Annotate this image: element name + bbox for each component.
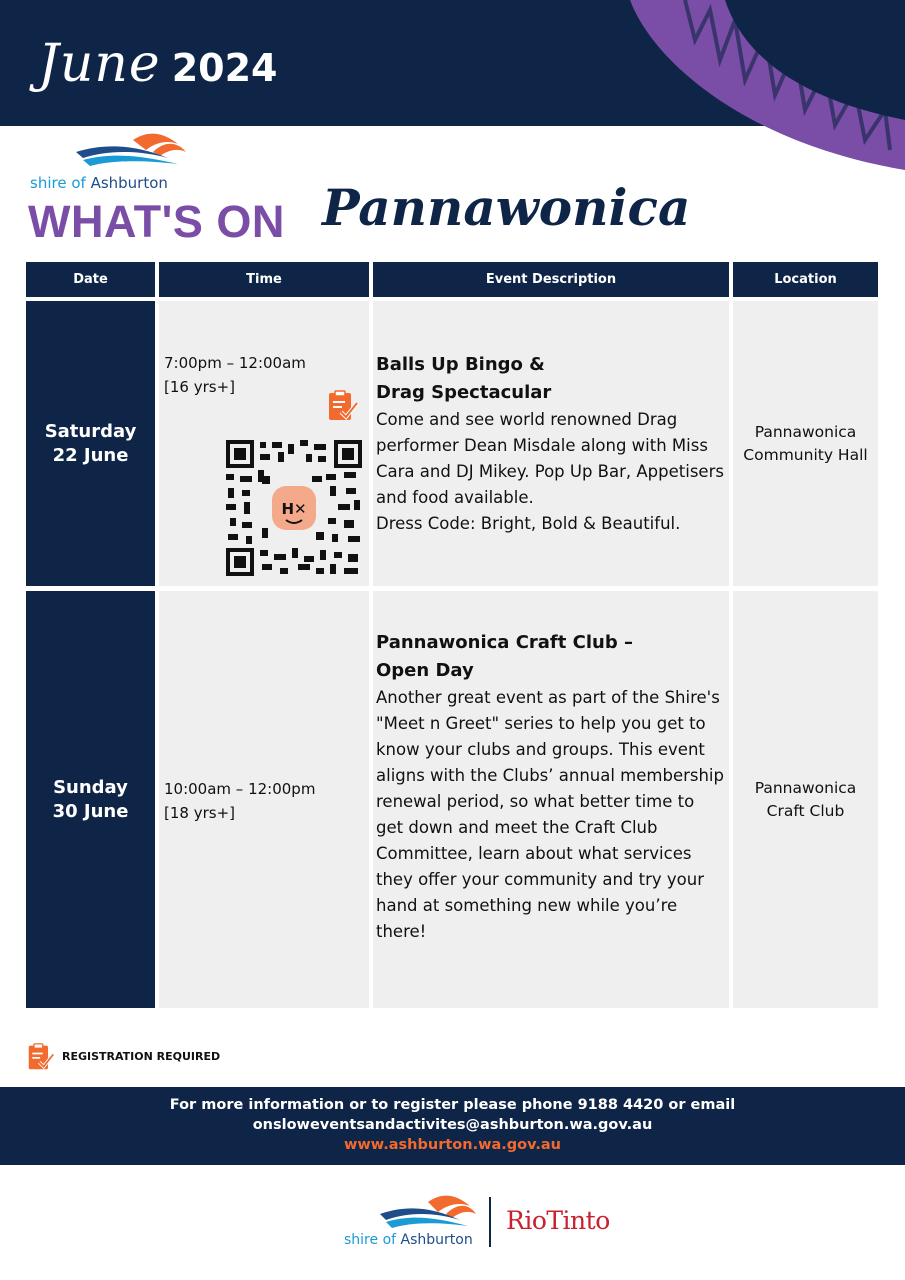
clipboard-check-icon [27, 1043, 55, 1071]
row-2-day: Sunday [53, 776, 128, 798]
row-2-time-cell [159, 591, 369, 1008]
shire-logo-text: shire of Ashburton [30, 174, 168, 192]
year-label: 2024 [171, 46, 278, 90]
header-time: Time [159, 262, 369, 297]
row-1-date-label: 22 June [52, 444, 129, 466]
row-1-event-title-1: Balls Up Bingo & [376, 354, 545, 375]
footer-email-link[interactable]: onsloweventsandactivites@ashburton.wa.gov.au [252, 1117, 653, 1133]
month-label: June [38, 34, 161, 94]
registration-required-icon [327, 390, 359, 422]
row-1-location: Pannawonica Community Hall [733, 301, 878, 586]
bottom-shire-logo-mark [340, 1192, 500, 1232]
rio-tinto-logo: RioTinto [506, 1206, 610, 1235]
row-2-time: 10:00am – 12:00pm [18 yrs+] [164, 780, 316, 822]
row-2-event-description: Another great event as part of the Shire's "Meet n Greet" series to help you get to know your clubs and groups. This event aligns with the Clubs’ annual membership renewal period, so what better time to get down and meet the Craft Club Committee, learn about what services they offer your community and try your hand at something new while you’re there! [376, 688, 724, 941]
row-1-date [26, 301, 155, 586]
row-1-event-title-2: Drag Spectacular [376, 382, 552, 403]
row-1-day: Saturday [44, 420, 137, 442]
row-1-time: 7:00pm – 12:00am [16 yrs+] [164, 354, 306, 396]
bottom-shire-logo [340, 1192, 500, 1252]
row-2-location: Pannawonica Craft Club [733, 591, 878, 1008]
logo-divider [489, 1197, 491, 1247]
footer-band [0, 1087, 905, 1165]
row-1-event-description: Come and see world renowned Drag performer Dean Misdale along with Miss Cara and DJ Mikey. Pop Up Bar, Appetisers and food available. [376, 410, 724, 507]
row-2-event-title-2: Open Day [376, 660, 474, 681]
header-event-description: Event Description [373, 262, 729, 297]
qr-code-icon [226, 440, 362, 576]
shire-logo-mark [28, 130, 218, 174]
purple-brush-swirl [625, 0, 905, 180]
bottom-shire-logo-text: shire of Ashburton [344, 1232, 473, 1248]
row-2-date [26, 591, 155, 1008]
header-location: Location [733, 262, 878, 297]
row-2-event [376, 629, 726, 945]
shire-of-ashburton-logo [28, 130, 218, 196]
row-2-event-cell [373, 591, 729, 1008]
svg-text:H✕: H✕ [281, 500, 307, 518]
row-1-event [376, 351, 726, 537]
whats-on-title: WHAT'S ON [28, 196, 285, 247]
month-title [38, 34, 277, 94]
row-1-dress-code: Dress Code: Bright, Bold & Beautiful. [376, 514, 681, 533]
footer-website-link[interactable]: www.ashburton.wa.gov.au [344, 1137, 561, 1153]
row-1-event-cell [373, 301, 729, 586]
row-2-event-title-1: Pannawonica Craft Club – [376, 632, 633, 653]
registration-required-label: REGISTRATION REQUIRED [62, 1050, 221, 1063]
row-2-date-label: 30 June [52, 800, 129, 822]
footer-contact-line: For more information or to register please phone 9188 4420 or email [169, 1097, 736, 1113]
header-date: Date [26, 262, 155, 297]
town-title: Pannawonica [322, 178, 691, 237]
